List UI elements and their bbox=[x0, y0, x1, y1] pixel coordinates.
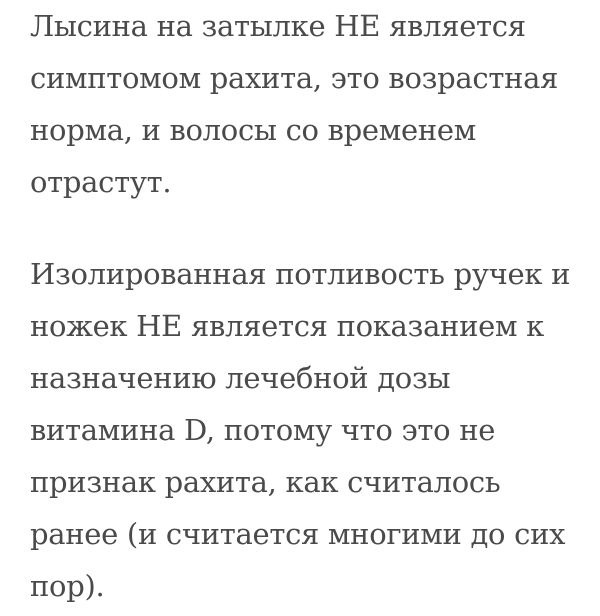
text-line: Лысина на затылке НЕ является bbox=[30, 9, 526, 43]
text-line: норма, и волосы со временем bbox=[30, 113, 477, 147]
paragraph-sweating bbox=[30, 248, 590, 612]
text-line: признак рахита, как считалось bbox=[30, 465, 501, 499]
text-line: симптомом рахита, это возрастная bbox=[30, 61, 559, 95]
text-line: Изолированная потливость ручек и bbox=[30, 257, 571, 291]
text-line: витамина D, потому что это не bbox=[30, 413, 496, 447]
paragraph-bald-spot bbox=[30, 0, 590, 208]
text-line: пор). bbox=[30, 569, 105, 603]
text-line: ранее (и считается многими до сих bbox=[30, 517, 566, 551]
text-line: ножек НЕ является показанием к bbox=[30, 309, 544, 343]
text-line: отрастут. bbox=[30, 165, 172, 199]
text-line: назначению лечебной дозы bbox=[30, 361, 451, 395]
article-body bbox=[30, 0, 590, 612]
